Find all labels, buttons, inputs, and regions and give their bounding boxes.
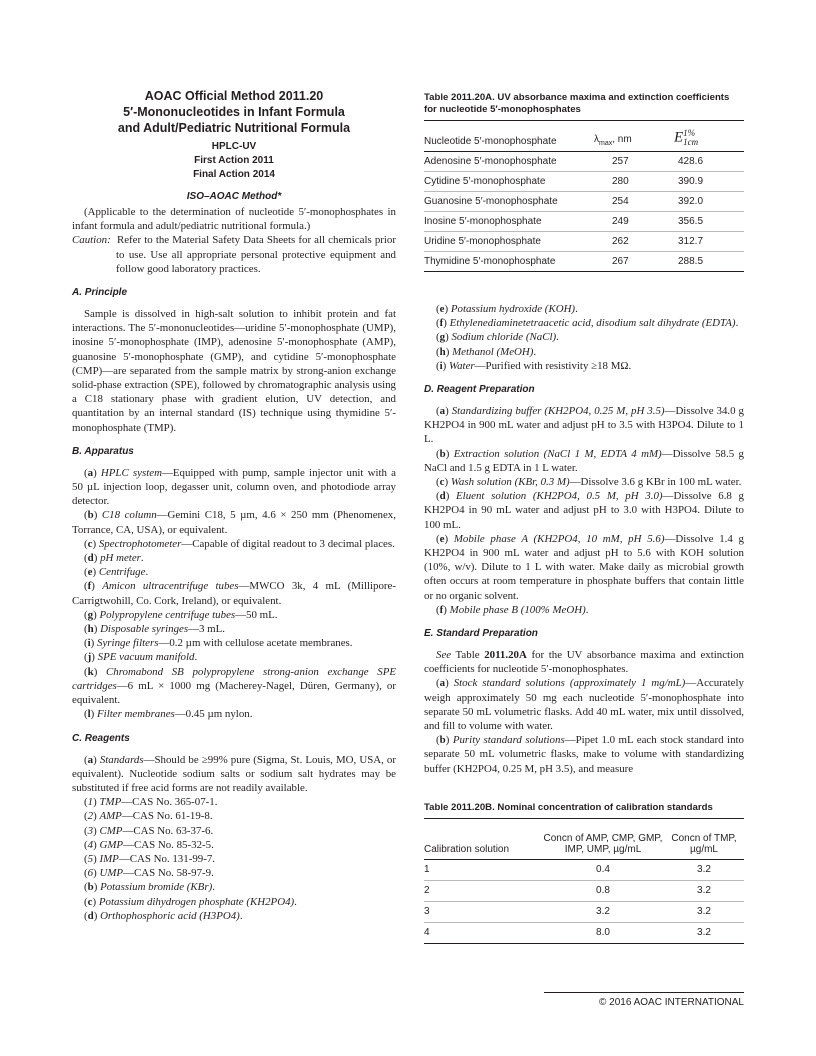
table-a-cell-nucleotide: Thymidine 5′-monophosphate bbox=[424, 252, 594, 272]
table-b bbox=[424, 818, 744, 944]
table-a-row bbox=[424, 172, 744, 192]
reagents-list-right bbox=[424, 302, 744, 373]
table-b-body bbox=[424, 859, 744, 943]
reagent-item: (b) Potassium bromide (KBr). bbox=[84, 881, 215, 894]
table-a-cell-nucleotide: Cytidine 5′-monophosphate bbox=[424, 172, 594, 192]
standard-compound-item: (3) CMP—CAS No. 63-37-6. bbox=[84, 824, 214, 837]
table-b-col-concn: Concn of AMP, CMP, GMP, IMP, UMP, µg/mL bbox=[542, 818, 664, 859]
method-technique: HPLC-UV bbox=[211, 141, 257, 152]
final-action: Final Action 2014 bbox=[193, 169, 275, 180]
table-a-col-nucleotide: Nucleotide 5′-monophosphate bbox=[424, 121, 594, 152]
table-b-cell-tmp: 3.2 bbox=[664, 880, 744, 901]
apparatus-item: (c) Spectrophotometer—Capable of digital readout to 3 decimal places. bbox=[84, 537, 395, 550]
table-a-cell-lambda: 262 bbox=[594, 232, 674, 252]
table-b-cell-concn: 3.2 bbox=[542, 901, 664, 922]
table-a-col-lambda: $\lambda_{max}$, nm bbox=[594, 121, 674, 152]
apparatus-item: (j) SPE vacuum manifold. bbox=[84, 651, 198, 664]
reagent-standards: (a) Standards—Should be ≥99% pure (Sigma, St. Louis, MO, USA, or equivalent). Nucleotide sodium salts or sodium salt hydrates may be substituted if free acid forms are not readily available. bbox=[72, 753, 396, 794]
table-a-cell-extinction: 356.5 bbox=[674, 212, 744, 232]
reagent-item: (d) Orthophosphoric acid (H3PO4). bbox=[84, 909, 243, 922]
table-b-header bbox=[424, 818, 744, 859]
table-b-cell-solution: 3 bbox=[424, 901, 542, 922]
apparatus-item: (b) C18 column—Gemini C18, 5 µm, 4.6 × 250 mm (Phenomenex, Torrance, CA, USA), or equivalent. bbox=[72, 509, 396, 536]
section-apparatus: B. Apparatus bbox=[72, 445, 134, 457]
apparatus-item: (f) Amicon ultracentrifuge tubes—MWCO 3k, 4 mL (Millipore-Carrigtwohill, Co. Cork, Ireland), or equivalent. bbox=[72, 580, 396, 607]
left-column bbox=[72, 88, 396, 923]
table-a-caption: Table 2011.20A. UV absorbance maxima and extinction coefficients for nucleotide 5′-monophosphates bbox=[424, 92, 730, 115]
table-a bbox=[424, 120, 744, 272]
standard-compound-item: (6) UMP—CAS No. 58-97-9. bbox=[84, 867, 214, 880]
table-a-col-extinction: E1% 1cm bbox=[674, 121, 744, 152]
table-a-cell-lambda: 280 bbox=[594, 172, 674, 192]
table-b-row bbox=[424, 901, 744, 922]
first-action: First Action 2011 bbox=[194, 155, 274, 166]
apparatus-list bbox=[72, 466, 396, 722]
reagent-item: (e) Potassium hydroxide (KOH). bbox=[436, 303, 578, 315]
table-b-col-tmp: Concn of TMP, µg/mL bbox=[664, 818, 744, 859]
apparatus-item: (e) Centrifuge. bbox=[84, 566, 149, 579]
right-column bbox=[424, 92, 744, 944]
apparatus-item: (k) Chromabond SB polypropylene strong-anion exchange SPE cartridges—6 mL × 1000 mg (Macherey-Nagel, Düren, Germany), or equivalent. bbox=[72, 665, 396, 707]
table-b-caption: Table 2011.20B. Nominal concentration of calibration standards bbox=[424, 801, 713, 813]
principle-text: Sample is dissolved in high-salt solution to inhibit protein and fat interactions. The 5′-mononucleotides—uridine 5′-monophosphate (UMP), inosine 5′-monophosphate (IMP), adenosine 5′-monophosphate (AMP), guanosine 5′-monophosphate (GMP), and cytidine 5′-monophosphate (CMP)—are separated from the sample matrix by strong-anion exchange solid-phase extraction (SPE), followed by chromatographic analysis using a C18 stationary phase with gradient elution, UV detection, and quantitation by an internal standard (IS) technique using thymidine 5′-monophosphate (TMP). bbox=[72, 308, 396, 434]
method-subtitle-2: and Adult/Pediatric Nutritional Formula bbox=[117, 121, 351, 135]
table-a-cell-nucleotide: Adenosine 5′-monophosphate bbox=[424, 152, 594, 172]
table-a-cell-lambda: 257 bbox=[594, 152, 674, 172]
method-subtitle-1: 5′-Mononucleotides in Infant Formula bbox=[123, 105, 345, 119]
table-a-cell-extinction: 428.6 bbox=[674, 152, 744, 172]
table-a-row bbox=[424, 212, 744, 232]
standard-compound-item: (2) AMP—CAS No. 61-19-8. bbox=[84, 810, 213, 823]
table-a-row bbox=[424, 232, 744, 252]
apparatus-item: (a) HPLC system—Equipped with pump, sample injector unit with a 50 µL injection loop, degasser unit, column oven, and photodiode array detector. bbox=[72, 466, 396, 508]
table-a-cell-lambda: 267 bbox=[594, 252, 674, 272]
apparatus-item: (l) Filter membranes—0.45 µm nylon. bbox=[84, 708, 253, 721]
reagent-prep-item: (e) Mobile phase A (KH2PO4, 10 mM, pH 5.6)—Dissolve 1.4 g KH2PO4 in 900 mL water and adjust pH to 5.6 with KOH solution (10%, w/v). Dilute to 1 L with water. Make daily as microbial growth often occurs at room temperature in phosphate buffers that contain little or no organic solvent. bbox=[424, 532, 744, 602]
reagent-item: (f) Ethylenediaminetetraacetic acid, disodium salt dihydrate (EDTA). bbox=[436, 317, 739, 330]
table-a-cell-nucleotide: Guanosine 5′-monophosphate bbox=[424, 192, 594, 212]
reagents-list-left bbox=[72, 880, 396, 923]
table-b-row bbox=[424, 859, 744, 880]
copyright-footer: © 2016 AOAC INTERNATIONAL bbox=[544, 992, 744, 1008]
reagent-prep-item: (f) Mobile phase B (100% MeOH). bbox=[436, 603, 589, 616]
reagent-prep-item: (c) Wash solution (KBr, 0.3 M)—Dissolve 3.6 g KBr in 100 mL water. bbox=[436, 476, 742, 489]
table-a-row bbox=[424, 192, 744, 212]
apparatus-item: (i) Syringe filters—0.2 µm with cellulose acetate membranes. bbox=[84, 637, 353, 650]
caution-text bbox=[72, 233, 396, 276]
reagent-item: (h) Methanol (MeOH). bbox=[436, 345, 537, 358]
reagent-prep-item: (d) Eluent solution (KH2PO4, 0.5 M, pH 3.0)—Dissolve 6.8 g KH2PO4 in 90 mL water and adjust pH to 3.0 with H3PO4. Dilute to 100 mL. bbox=[424, 490, 744, 531]
table-b-cell-solution: 4 bbox=[424, 922, 542, 943]
standard-compound-item: (5) IMP—CAS No. 131-99-7. bbox=[84, 852, 216, 865]
standard-prep-item: (b) Purity standard solutions—Pipet 1.0 mL each stock standard into separate 50 mL volumetric flasks, make to volume with standardizing buffer (KH2PO4, 0.25 M, pH 3.5), and measure bbox=[424, 734, 744, 775]
standard-prep-intro: See Table 2011.20A for the UV absorbance maxima and extinction coefficients for nucleotide 5′-monophosphates. bbox=[424, 649, 745, 676]
table-a-cell-extinction: 312.7 bbox=[674, 232, 744, 252]
caution-body: Refer to the Material Safety Data Sheets for all chemicals prior to use. Use all appropriate personal protective equipment and follow good laboratory practices. bbox=[116, 234, 396, 275]
reagent-prep-item: (b) Extraction solution (NaCl 1 M, EDTA 4 mM)—Dissolve 58.5 g NaCl and 1.5 g EDTA in 1 L water. bbox=[424, 447, 744, 474]
section-reagent-prep: D. Reagent Preparation bbox=[424, 384, 535, 396]
table-b-row bbox=[424, 922, 744, 943]
table-a-cell-extinction: 392.0 bbox=[674, 192, 744, 212]
method-title: AOAC Official Method 2011.20 bbox=[144, 89, 324, 103]
standard-compound-item: (4) GMP—CAS No. 85-32-5. bbox=[84, 838, 214, 851]
iso-aoac-label: ISO–AOAC Method* bbox=[186, 191, 282, 202]
table-a-cell-nucleotide: Inosine 5′-monophosphate bbox=[424, 212, 594, 232]
applicability-text: (Applicable to the determination of nucleotide 5′-monophosphates in infant formula and adult/pediatric nutritional formula.) bbox=[72, 206, 396, 233]
table-b-cell-solution: 2 bbox=[424, 880, 542, 901]
apparatus-item: (h) Disposable syringes—3 mL. bbox=[84, 623, 225, 636]
standard-prep-item: (a) Stock standard solutions (approximately 1 mg/mL)—Accurately weigh approximately 50 mg each nucleotide 5′-monophosphate into separate 50 mL volumetric flasks. Add 40 mL water, mix until dissolved, and fill to volume with water. bbox=[424, 677, 744, 733]
table-b-cell-concn: 0.8 bbox=[542, 880, 664, 901]
table-b-cell-solution: 1 bbox=[424, 859, 542, 880]
reagent-item: (i) Water—Purified with resistivity ≥18 MΩ. bbox=[436, 359, 632, 372]
table-a-cell-lambda: 254 bbox=[594, 192, 674, 212]
table-a-cell-lambda: 249 bbox=[594, 212, 674, 232]
table-b-cell-tmp: 3.2 bbox=[664, 901, 744, 922]
reagent-item: (c) Potassium dihydrogen phosphate (KH2PO4). bbox=[84, 895, 297, 908]
standard-prep-list bbox=[424, 676, 744, 775]
table-a-body bbox=[424, 152, 744, 272]
standards-list bbox=[72, 795, 396, 880]
section-standard-prep: E. Standard Preparation bbox=[424, 628, 538, 640]
table-b-row bbox=[424, 880, 744, 901]
table-a-cell-nucleotide: Uridine 5′-monophosphate bbox=[424, 232, 594, 252]
table-a-cell-extinction: 288.5 bbox=[674, 252, 744, 272]
apparatus-item: (d) pH meter. bbox=[84, 552, 144, 565]
section-reagents: C. Reagents bbox=[72, 732, 130, 744]
table-a-header bbox=[424, 121, 744, 152]
table-b-cell-tmp: 3.2 bbox=[664, 859, 744, 880]
table-b-cell-concn: 0.4 bbox=[542, 859, 664, 880]
reagent-item: (g) Sodium chloride (NaCl). bbox=[436, 331, 559, 344]
reagent-prep-list bbox=[424, 404, 744, 617]
reagent-prep-item: (a) Standardizing buffer (KH2PO4, 0.25 M, pH 3.5)—Dissolve 34.0 g KH2PO4 in 900 mL water and adjust pH to 3.5 with H3PO4. Dilute to 1 L. bbox=[424, 405, 744, 446]
table-a-row bbox=[424, 152, 744, 172]
table-a-cell-extinction: 390.9 bbox=[674, 172, 744, 192]
table-b-col-solution: Calibration solution bbox=[424, 818, 542, 859]
apparatus-item: (g) Polypropylene centrifuge tubes—50 mL. bbox=[84, 608, 278, 621]
table-b-cell-concn: 8.0 bbox=[542, 922, 664, 943]
caution-label: Caution: bbox=[72, 234, 111, 247]
table-a-row bbox=[424, 252, 744, 272]
table-b-cell-tmp: 3.2 bbox=[664, 922, 744, 943]
section-principle: A. Principle bbox=[72, 287, 128, 299]
standard-compound-item: (1) TMP—CAS No. 365-07-1. bbox=[84, 796, 218, 809]
